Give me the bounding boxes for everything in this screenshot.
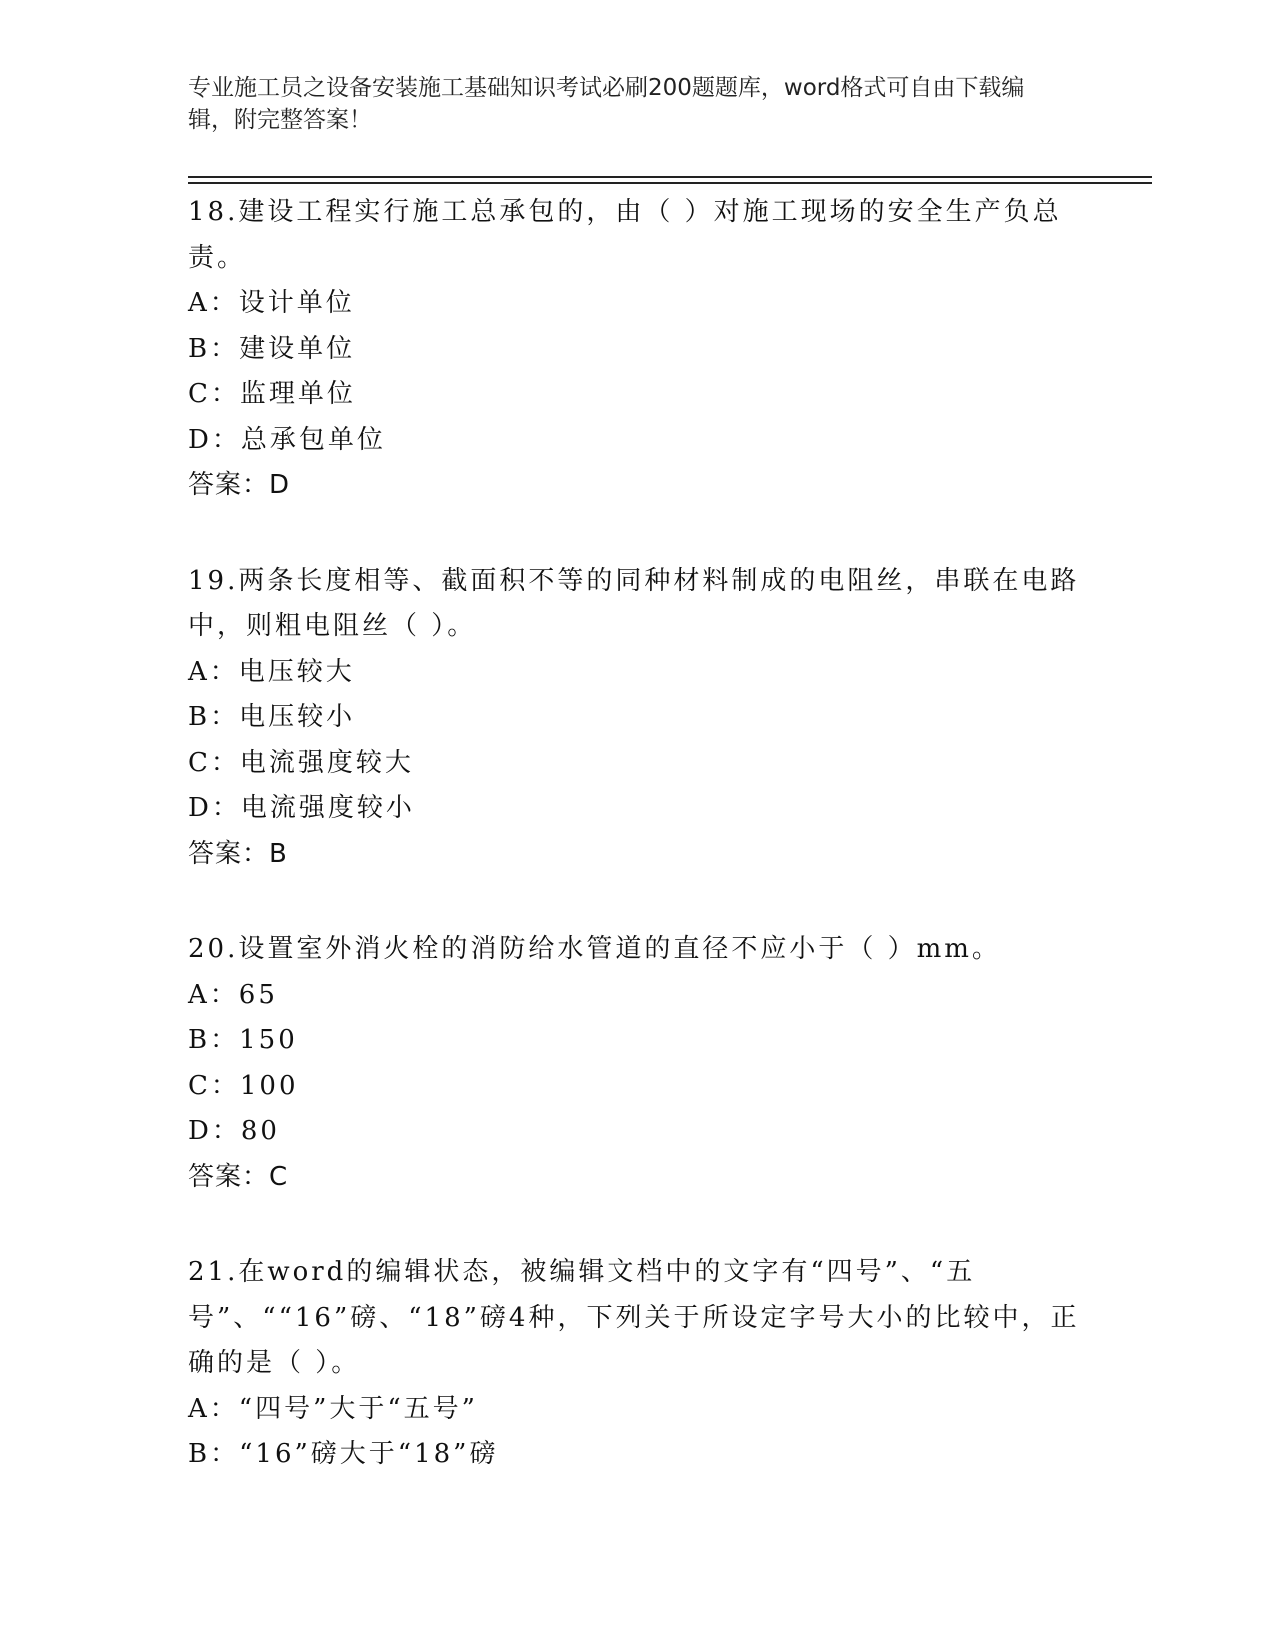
header-divider-top bbox=[188, 176, 1152, 178]
question-list bbox=[188, 190, 1088, 1528]
question-20 bbox=[188, 927, 1088, 1200]
answer: 答案：D bbox=[188, 470, 291, 500]
option-c: C：电流强度较大 bbox=[188, 747, 414, 778]
option-a: A：设计单位 bbox=[188, 288, 355, 318]
option-d: D：总承包单位 bbox=[188, 424, 386, 455]
option-b: B：电压较小 bbox=[188, 702, 356, 732]
question-stem: 18.建设工程实行施工总承包的，由（ ）对施工现场的安全生产负总责。 bbox=[188, 197, 1062, 273]
option-b: B：150 bbox=[188, 1025, 298, 1055]
option-a: A：65 bbox=[188, 979, 278, 1010]
option-b: B：建设单位 bbox=[188, 333, 356, 364]
question-18 bbox=[188, 190, 1088, 509]
question-21 bbox=[188, 1250, 1088, 1478]
document-header: 专业施工员之设备安装施工基础知识考试必刷200题题库，word格式可自由下载编辑，附完整答案！ bbox=[188, 75, 1025, 133]
option-c: C：监理单位 bbox=[188, 379, 356, 409]
question-stem: 20.设置室外消火栓的消防给水管道的直径不应小于（ ）mm。 bbox=[188, 934, 1001, 964]
question-stem: 19.两条长度相等、截面积不等的同种材料制成的电阻丝，串联在电路中，则粗电阻丝（ ）。 bbox=[188, 565, 1080, 641]
option-b: B：“16”磅大于“18”磅 bbox=[188, 1439, 499, 1469]
question-19 bbox=[188, 559, 1088, 878]
answer: 答案：B bbox=[188, 838, 288, 869]
option-a: A：电压较大 bbox=[188, 656, 355, 687]
question-stem: 21.在word的编辑状态，被编辑文档中的文字有“四号”、“五号”、““16”磅、“18”磅4种，下列关于所设定字号大小的比较中，正确的是（ ）。 bbox=[188, 1257, 1080, 1378]
option-c: C：100 bbox=[188, 1070, 299, 1101]
answer: 答案：C bbox=[188, 1161, 289, 1192]
option-d: D：80 bbox=[188, 1116, 280, 1146]
header-divider-bottom bbox=[188, 182, 1152, 184]
option-d: D：电流强度较小 bbox=[188, 793, 415, 823]
option-a: A：“四号”大于“五号” bbox=[188, 1393, 478, 1424]
